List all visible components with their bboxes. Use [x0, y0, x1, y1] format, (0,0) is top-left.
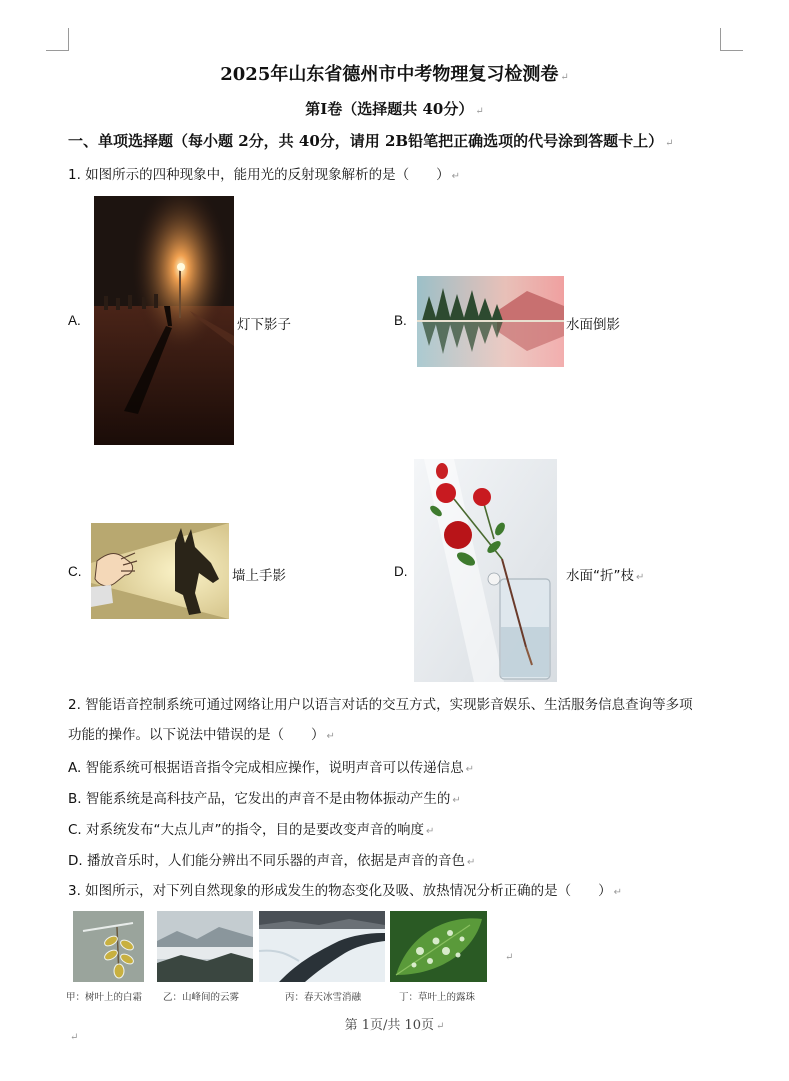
question-2-option-a: A. 智能系统可根据语音指令完成相应操作，说明声音可以传递信息 ↵	[68, 760, 474, 776]
crop-mark-top-right	[720, 28, 743, 51]
question-2-option-b: B. 智能系统是高科技产品，它发出的声音不是由物体振动产生的 ↵	[68, 791, 461, 807]
paragraph-mark-icon: ↵	[451, 171, 461, 182]
option-a-label: A.	[68, 313, 81, 328]
hand-shadow-image	[91, 523, 229, 619]
option-a-text: 灯下影子	[237, 317, 291, 333]
question-2-stem-line-1: 2. 智能语音控制系统可通过网络让用户以语言对话的交互方式，实现影音娱乐、生活服务信息查询等多项	[68, 697, 693, 713]
page-title: 2025年山东省德州市中考物理复习检测卷 ↵	[220, 64, 569, 85]
paragraph-mark-icon: ↵	[466, 857, 476, 868]
flower-in-glass-image	[414, 459, 557, 682]
lamp-shadow-image	[94, 196, 234, 445]
paragraph-mark-icon: ↵	[505, 952, 514, 963]
dew-drops-image	[390, 911, 487, 982]
caption-dew: 丁：草叶上的露珠	[399, 992, 476, 1003]
option-d-label: D.	[394, 564, 408, 579]
caption-frost: 甲：树叶上的白霜	[66, 992, 143, 1003]
paragraph-mark-icon: ↵	[436, 1021, 445, 1032]
water-reflection-image	[417, 276, 564, 367]
question-3-stem: 3. 如图所示，对下列自然现象的形成发生的物态变化及吸、放热情况分析正确的是（ ） ↵	[68, 883, 623, 899]
part-heading: 第Ⅰ卷（选择题共 40分） ↵	[305, 100, 484, 118]
option-c-text: 墙上手影	[232, 568, 286, 584]
frost-leaves-image	[73, 911, 144, 982]
caption-mist: 乙：山峰间的云雾	[163, 992, 240, 1003]
crop-mark-top-left	[46, 28, 69, 51]
paragraph-mark-icon: ↵	[70, 1032, 79, 1043]
caption-snow: 丙：春天冰雪消融	[285, 992, 362, 1003]
question-2-option-d: D. 播放音乐时，人们能分辨出不同乐器的声音，依据是声音的音色 ↵	[68, 853, 476, 869]
section-heading: 一、单项选择题（每小题 2分，共 40分，请用 2B铅笔把正确选项的代号涂到答题卡上） ↵	[68, 132, 674, 150]
paragraph-mark-icon: ↵	[475, 106, 484, 117]
paragraph-mark-icon: ↵	[426, 826, 435, 837]
question-2-stem-line-2: 功能的操作。以下说法中错误的是（ ） ↵	[68, 727, 335, 743]
option-d-text: 水面“折”枝 ↵	[566, 568, 645, 584]
paragraph-mark-icon: ↵	[560, 72, 569, 83]
paragraph-mark-icon: ↵	[452, 795, 461, 806]
option-c-label: C.	[68, 564, 82, 579]
melting-snow-image	[259, 911, 385, 982]
paragraph-mark-icon: ↵	[326, 731, 335, 742]
paragraph-mark-icon: ↵	[465, 764, 474, 775]
page-footer: 第 1页/共 10页 ↵	[344, 1018, 445, 1033]
mountain-mist-image	[157, 911, 253, 982]
question-2-option-c: C. 对系统发布“大点儿声”的指令，目的是要改变声音的响度 ↵	[68, 822, 435, 838]
option-b-text: 水面倒影	[566, 317, 620, 333]
paragraph-mark-icon: ↵	[613, 887, 623, 898]
question-1-stem: 1. 如图所示的四种现象中，能用光的反射现象解析的是（ ） ↵	[68, 167, 461, 183]
paragraph-mark-icon: ↵	[636, 572, 645, 583]
paragraph-mark-icon: ↵	[665, 138, 674, 149]
option-b-label: B.	[394, 313, 407, 328]
